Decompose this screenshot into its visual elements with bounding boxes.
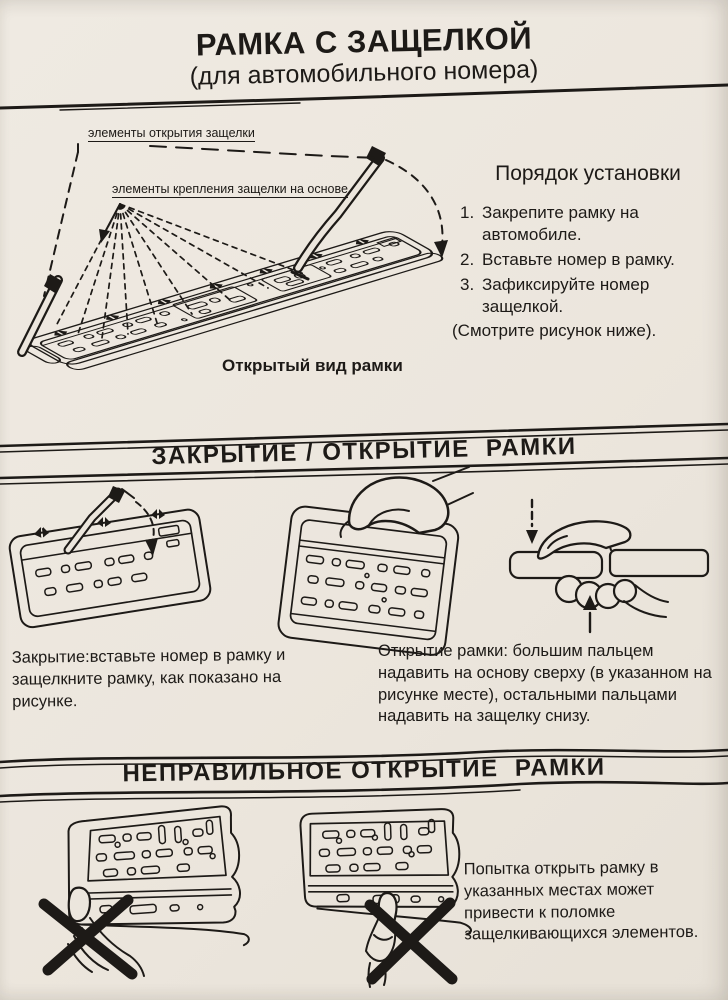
section-heading-wrong-open: НЕПРАВИЛЬНОЕ ОТКРЫТИЕ РАМКИ: [122, 753, 606, 788]
latch-arm: [68, 486, 125, 550]
latch-bar: [22, 274, 62, 352]
label-open-elements: элементы открытия защелки: [88, 126, 255, 140]
wrong-open-corner-figure: [28, 798, 286, 982]
page-subtitle: (для автомобильного номера): [189, 55, 539, 91]
open-view-caption: Открытый вид рамки: [222, 356, 403, 375]
install-step: 2. Вставьте номер в рамку.: [460, 250, 675, 270]
install-step: 1. Закрепите рамку на автомобиле.: [460, 203, 639, 245]
side-grip-figure: [494, 492, 722, 644]
installation-instructions: [452, 162, 716, 341]
label-mount-elements: элементы крепления защелки на основе: [112, 182, 348, 196]
closing-figure: [6, 476, 216, 648]
closing-caption: Закрытие:вставьте номер в рамку и защелкните рамку, как показано на рисунке.: [11, 645, 286, 711]
latch-arm: [292, 146, 386, 279]
page-title: РАМКА С ЗАЩЕЛКОЙ: [195, 20, 533, 63]
section-heading-open-close: ЗАКРЫТИЕ / ОТКРЫТИЕ РАМКИ: [151, 432, 577, 471]
mount-leader-fan: [56, 204, 304, 338]
arrow-down-icon: [434, 240, 448, 258]
cross-icon: [370, 903, 452, 979]
close-arc: [136, 502, 154, 542]
opening-press-figure: [283, 463, 478, 653]
arrow-down-dashed-icon: [526, 500, 538, 544]
installation-note: (Смотрите рисунок ниже).: [452, 321, 657, 341]
warning-caption: Попытка открыть рамку в указанных местах может привести к поломке защелкивающихся элементов.: [463, 858, 699, 944]
installation-heading: Порядок установки: [495, 162, 681, 185]
close-direction-arc: [386, 160, 443, 246]
install-step: 3. Зафиксируйте номер защелкой.: [460, 275, 650, 317]
opening-caption: Открытие рамки: большим пальцем надавить на основу сверху (в указанном на рисунке месте), остальными пальцами надавить на защелку снизу.: [378, 642, 712, 726]
